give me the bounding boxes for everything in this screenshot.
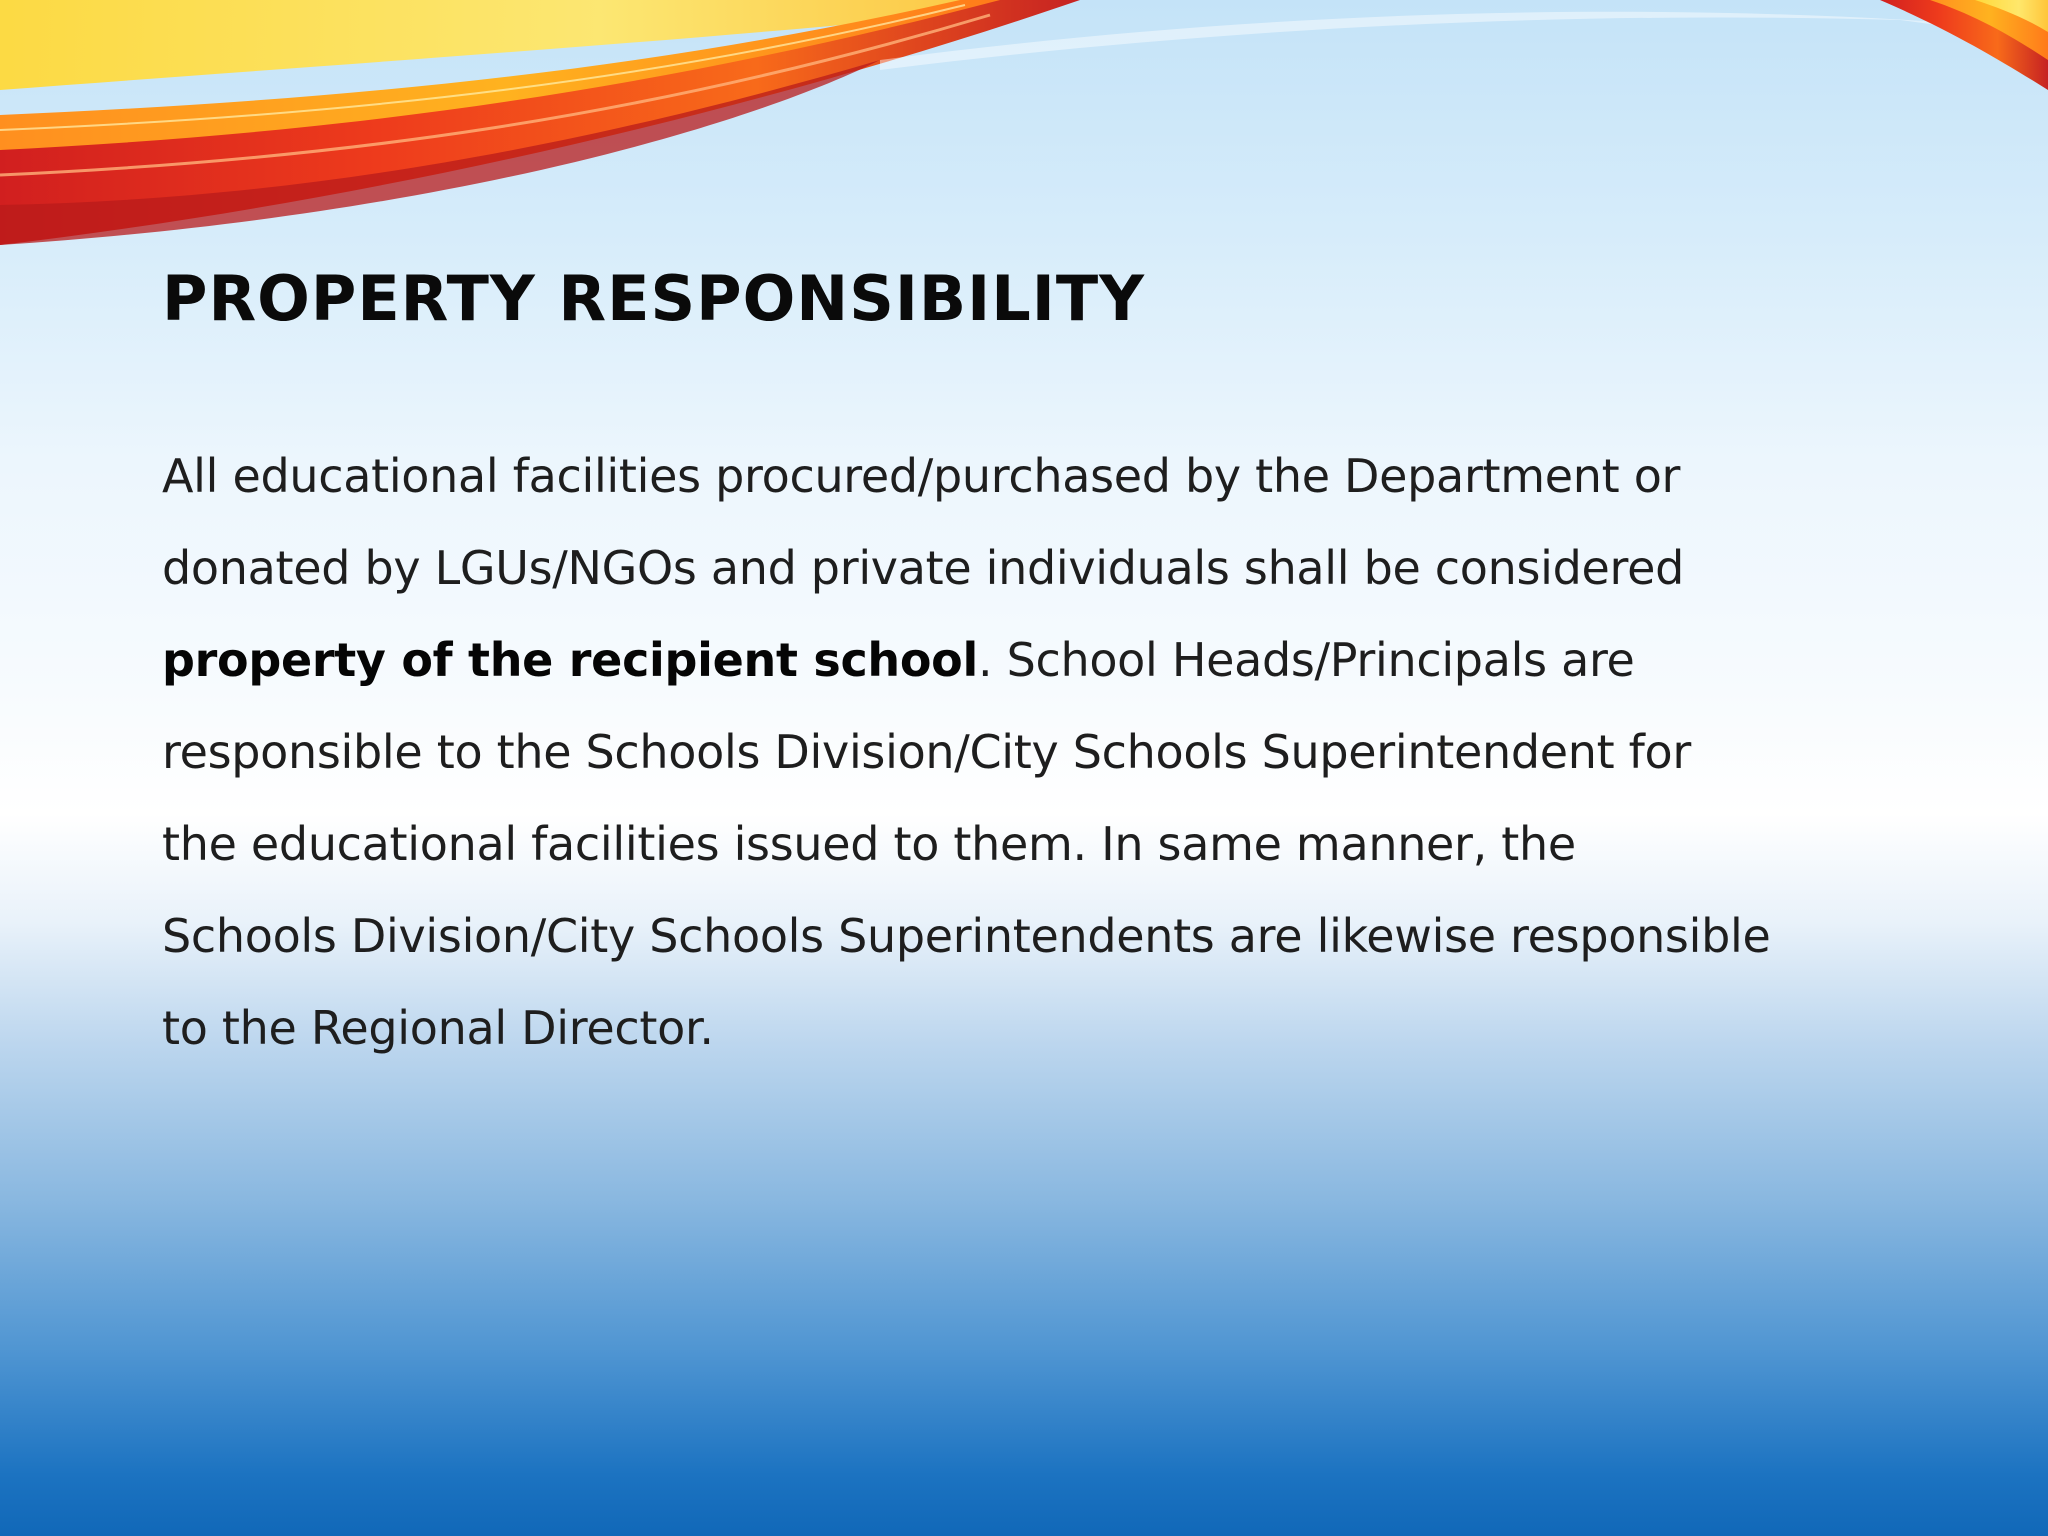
body-line xyxy=(162,614,1902,706)
slide-title: PROPERTY RESPONSIBILITY xyxy=(162,262,1146,335)
body-line: responsible to the Schools Division/City Schools Superintendent for xyxy=(162,725,1692,779)
body-line-continuation: . School Heads/Principals are xyxy=(977,633,1635,687)
emphasis-text: property of the recipient school xyxy=(162,633,978,687)
body-line: donated by LGUs/NGOs and private individuals shall be considered xyxy=(162,541,1685,595)
body-line: the educational facilities issued to them. In same manner, the xyxy=(162,817,1576,871)
body-line: Schools Division/City Schools Superintendents are likewise responsible xyxy=(162,909,1771,963)
body-line: All educational facilities procured/purchased by the Department or xyxy=(162,449,1681,503)
decorative-swoosh xyxy=(0,0,2048,260)
slide-body-text xyxy=(162,430,1902,1074)
body-line: to the Regional Director. xyxy=(162,1001,714,1055)
